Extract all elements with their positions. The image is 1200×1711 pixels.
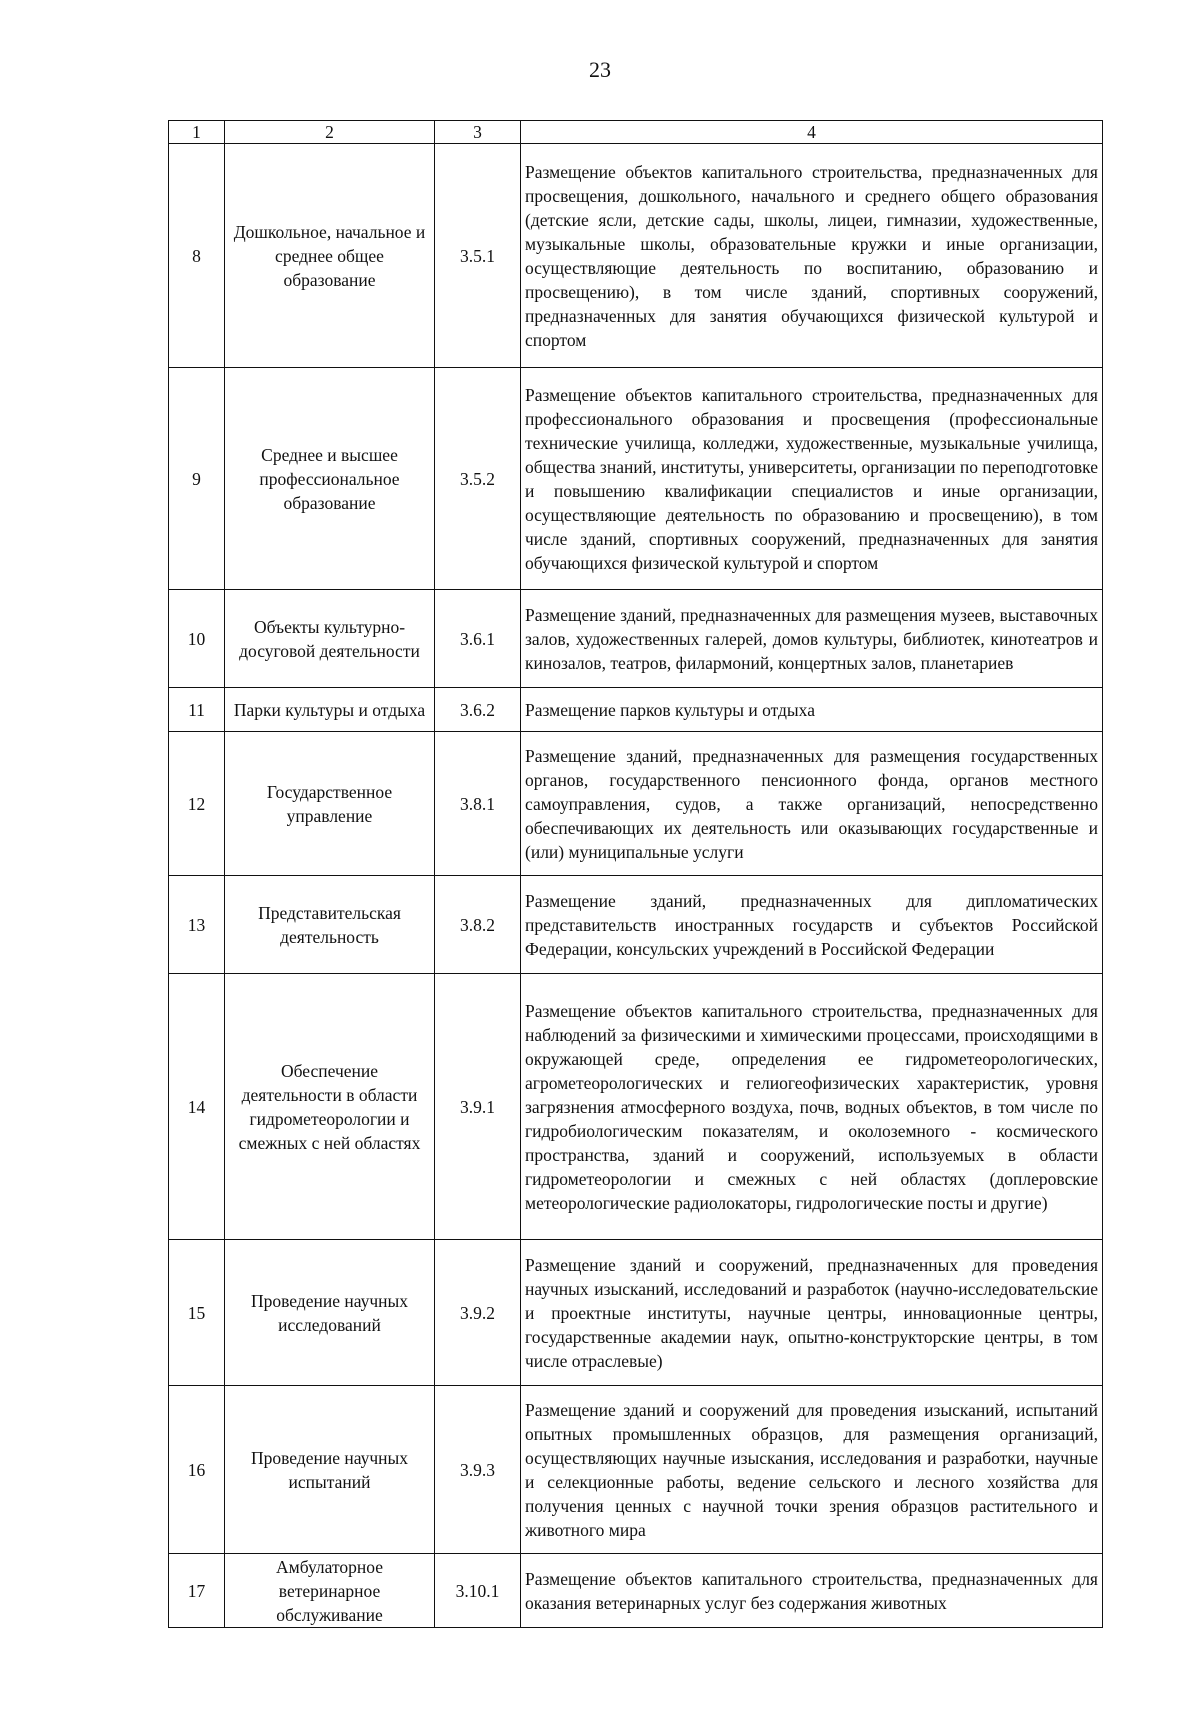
table-row — [169, 144, 1103, 368]
table-row — [169, 1240, 1103, 1386]
row-code: 3.6.1 — [435, 590, 521, 688]
row-name: Государственное управление — [225, 732, 435, 876]
table-row — [169, 732, 1103, 876]
row-code: 3.9.2 — [435, 1240, 521, 1386]
header-col-2: 2 — [225, 121, 435, 144]
row-code: 3.9.3 — [435, 1386, 521, 1554]
row-code: 3.10.1 — [435, 1554, 521, 1628]
row-name: Парки культуры и отдыха — [225, 688, 435, 732]
table-row — [169, 1554, 1103, 1628]
table-row — [169, 1386, 1103, 1554]
row-name: Дошкольное, начальное и среднее общее образование — [225, 144, 435, 368]
table-row — [169, 368, 1103, 590]
row-name: Проведение научных испытаний — [225, 1386, 435, 1554]
header-col-3: 3 — [435, 121, 521, 144]
row-number: 16 — [169, 1386, 225, 1554]
row-number: 8 — [169, 144, 225, 368]
row-code: 3.5.1 — [435, 144, 521, 368]
row-description: Размещение зданий и сооружений, предназначенных для проведения научных изысканий, исследований и разработок (научно-исследовательские и проектные институты, научные центры, инновационные центры, государственные академии наук, опытно-конструкторские центры, в том числе отраслевые) — [521, 1240, 1103, 1386]
row-number: 10 — [169, 590, 225, 688]
row-description: Размещение объектов капитального строительства, предназначенных для наблюдений за физическими и химическими процессами, происходящими в окружающей среде, определения ее гидрометеорологических, агрометеорологических и гелиогеофизических характеристик, уровня загрязнения атмосферного воздуха, почв, водных объектов, в том числе по гидробиологическим показателям, и околоземного - космического пространства, зданий и сооружений, используемых в области гидрометеорологии и смежных с ней областях (доплеровские метеорологические радиолокаторы, гидрологические посты и другие) — [521, 974, 1103, 1240]
row-name: Представительская деятельность — [225, 876, 435, 974]
table-row — [169, 590, 1103, 688]
row-name: Среднее и высшее профессиональное образование — [225, 368, 435, 590]
row-description: Размещение объектов капитального строительства, предназначенных для профессионального образования и просвещения (профессиональные технические училища, колледжи, художественные, музыкальные училища, общества знаний, институты, университеты, организации по переподготовке и повышению квалификации специалистов и иные организации, осуществляющие деятельность по образованию и просвещению), в том числе зданий, спортивных сооружений, предназначенных для занятия обучающихся физической культурой и спортом — [521, 368, 1103, 590]
row-code: 3.9.1 — [435, 974, 521, 1240]
row-number: 14 — [169, 974, 225, 1240]
row-description: Размещение объектов капитального строительства, предназначенных для оказания ветеринарных услуг без содержания животных — [521, 1554, 1103, 1628]
row-number: 17 — [169, 1554, 225, 1628]
page-number: 23 — [589, 57, 611, 82]
row-description: Размещение объектов капитального строительства, предназначенных для просвещения, дошкольного, начального и среднего общего образования (детские ясли, детские сады, школы, лицеи, гимназии, художественные, музыкальные школы, образовательные кружки и иные организации, осуществляющие деятельность по воспитанию, образованию и просвещению), в том числе зданий, спортивных сооружений, предназначенных для занятия обучающихся физической культурой и спортом — [521, 144, 1103, 368]
land-use-table — [168, 120, 1103, 1628]
row-number: 13 — [169, 876, 225, 974]
row-description: Размещение зданий, предназначенных для дипломатических представительств иностранных государств и субъектов Российской Федерации, консульских учреждений в Российской Федерации — [521, 876, 1103, 974]
row-name: Амбулаторное ветеринарное обслуживание — [225, 1554, 435, 1628]
row-description: Размещение зданий и сооружений для проведения изысканий, испытаний опытных промышленных образцов, для размещения организаций, осуществляющих научные изыскания, исследования и разработки, научные и селекционные работы, ведение сельского и лесного хозяйства для получения ценных с научной точки зрения образцов растительного и животного мира — [521, 1386, 1103, 1554]
row-code: 3.8.2 — [435, 876, 521, 974]
row-name: Обеспечение деятельности в области гидрометеорологии и смежных с ней областях — [225, 974, 435, 1240]
header-col-4: 4 — [521, 121, 1103, 144]
row-code: 3.6.2 — [435, 688, 521, 732]
table-row — [169, 688, 1103, 732]
row-description: Размещение зданий, предназначенных для размещения государственных органов, государственного пенсионного фонда, органов местного самоуправления, судов, а также организаций, непосредственно обеспечивающих их деятельность или оказывающих государственные и (или) муниципальные услуги — [521, 732, 1103, 876]
row-code: 3.8.1 — [435, 732, 521, 876]
row-description: Размещение зданий, предназначенных для размещения музеев, выставочных залов, художественных галерей, домов культуры, библиотек, кинотеатров и кинозалов, театров, филармоний, концертных залов, планетариев — [521, 590, 1103, 688]
row-code: 3.5.2 — [435, 368, 521, 590]
row-number: 9 — [169, 368, 225, 590]
table-row — [169, 974, 1103, 1240]
row-number: 12 — [169, 732, 225, 876]
row-name: Объекты культурно-досуговой деятельности — [225, 590, 435, 688]
row-number: 15 — [169, 1240, 225, 1386]
header-row — [169, 121, 1103, 144]
row-name: Проведение научных исследований — [225, 1240, 435, 1386]
table-row — [169, 876, 1103, 974]
row-number: 11 — [169, 688, 225, 732]
row-description: Размещение парков культуры и отдыха — [521, 688, 1103, 732]
header-col-1: 1 — [169, 121, 225, 144]
